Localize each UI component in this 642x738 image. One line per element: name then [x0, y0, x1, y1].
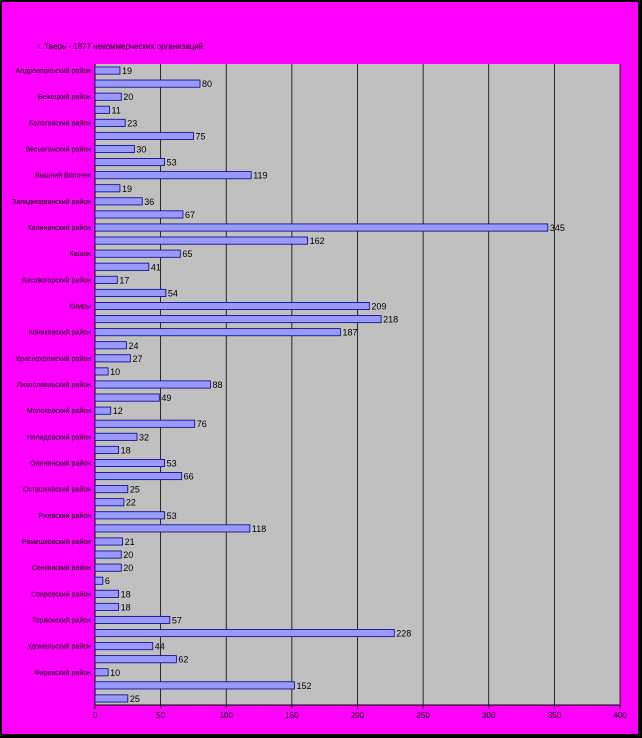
bar [95, 119, 125, 126]
category-label: Калининский район [27, 225, 91, 233]
data-label: 54 [167, 288, 178, 299]
data-label: 66 [183, 471, 194, 482]
bar [95, 211, 183, 218]
data-label: 187 [342, 327, 358, 338]
x-tick-label: 150 [285, 711, 299, 720]
bar [95, 315, 381, 322]
data-label: 162 [309, 236, 325, 247]
category-label: Кашин [69, 251, 91, 259]
category-label: Торжокский район [31, 617, 91, 625]
bar [95, 446, 119, 453]
data-label: 21 [124, 536, 135, 547]
data-label: 218 [383, 314, 399, 325]
bar [95, 695, 128, 702]
data-label: 10 [110, 366, 121, 377]
category-label: Оленинский район [30, 460, 91, 468]
category-label: Удомельский район [27, 643, 91, 651]
category-label: Вышний Волочек [35, 172, 91, 180]
x-tick-label: 350 [547, 711, 562, 720]
data-label: 10 [110, 667, 121, 678]
x-tick-label: 200 [350, 711, 365, 720]
category-label: Фировский район [34, 669, 91, 677]
bar [95, 643, 153, 650]
data-label: 76 [196, 419, 207, 430]
data-label: 75 [195, 131, 206, 142]
x-tick-label: 100 [219, 711, 233, 720]
category-label: Андреапольский район [15, 68, 91, 76]
data-label: 23 [127, 118, 138, 129]
category-label: Ржевский район [38, 512, 91, 520]
category-label: Бологовский район [28, 120, 91, 128]
bar [95, 381, 211, 388]
category-label: Бежецкий район [37, 94, 91, 102]
bar [95, 538, 123, 545]
bar [95, 329, 340, 336]
bar [95, 67, 120, 74]
data-label: 36 [144, 196, 155, 207]
data-label: 345 [549, 223, 565, 234]
data-label: 118 [251, 523, 267, 534]
x-tick-label: 300 [482, 711, 496, 720]
bar [95, 486, 128, 493]
bar [95, 224, 548, 231]
data-label: 19 [121, 66, 132, 77]
bar [95, 276, 117, 283]
bar [95, 106, 109, 113]
category-label: Западнодвинский район [12, 198, 91, 206]
data-label: 18 [120, 445, 131, 456]
data-label: 53 [166, 510, 177, 521]
category-label: Весьегонский район [25, 146, 91, 154]
x-tick-label: 400 [613, 711, 627, 720]
bar [95, 263, 149, 270]
category-label: Молоковский район [26, 408, 91, 416]
bar [95, 368, 108, 375]
bar [95, 682, 295, 689]
category-label: Конаковский район [28, 329, 91, 337]
category-label: Спировский район [31, 591, 91, 599]
bar [95, 289, 166, 296]
x-tick-labels [93, 711, 627, 720]
data-label: 12 [112, 406, 123, 417]
data-label: 27 [132, 353, 143, 364]
data-label: 49 [161, 393, 172, 404]
data-label: 53 [166, 157, 177, 168]
data-label: 17 [119, 275, 130, 286]
category-label: Лихославльский район [16, 382, 91, 389]
data-label: 228 [396, 628, 412, 639]
bar [95, 132, 193, 139]
data-label: 25 [129, 484, 140, 495]
data-label: 20 [123, 563, 134, 574]
data-label: 24 [128, 340, 139, 351]
bar [95, 237, 308, 244]
category-label: Краснохолмский район [16, 355, 91, 363]
x-tick-label: 50 [156, 711, 166, 720]
bar [95, 656, 176, 663]
data-label: 67 [184, 209, 195, 220]
bar [95, 525, 250, 532]
data-label: 30 [136, 144, 147, 155]
x-tick-label: 0 [92, 711, 98, 720]
data-label: 44 [154, 641, 165, 652]
bar [95, 433, 137, 440]
bar [95, 472, 182, 479]
data-label: 65 [182, 249, 193, 260]
data-label: 119 [253, 170, 268, 181]
data-label: 41 [150, 262, 161, 273]
bar [95, 669, 108, 676]
data-label: 18 [120, 602, 131, 613]
category-labels [12, 67, 92, 677]
data-label: 6 [104, 576, 110, 587]
data-label: 11 [111, 105, 121, 116]
data-label: 22 [125, 497, 136, 508]
bar [95, 172, 251, 179]
bar [95, 394, 159, 401]
bar [95, 302, 369, 309]
bar [95, 355, 130, 362]
bar [95, 512, 165, 519]
bar [95, 564, 121, 571]
category-label: Рамешковский район [21, 538, 91, 546]
data-label: 25 [129, 693, 140, 704]
data-label: 62 [178, 654, 189, 665]
bar [95, 250, 180, 257]
bar [95, 459, 165, 466]
category-label: Осташковский район [22, 486, 91, 494]
data-label: 53 [166, 458, 177, 469]
data-label: 80 [202, 79, 213, 90]
data-label: 19 [121, 183, 132, 194]
data-label: 152 [296, 680, 312, 691]
bar [95, 145, 134, 152]
bar [95, 577, 103, 584]
bar [95, 616, 170, 623]
data-label: 20 [123, 550, 134, 561]
x-tick-label: 250 [416, 711, 430, 720]
bar [95, 603, 119, 610]
bar [95, 420, 195, 427]
data-label: 209 [371, 301, 387, 312]
data-label: 57 [171, 615, 182, 626]
bar [95, 159, 165, 166]
bar [95, 342, 127, 349]
bar [95, 590, 119, 597]
category-label: Нелидовский район [26, 434, 91, 442]
data-label: 18 [120, 589, 131, 600]
category-label: Кимры [69, 303, 91, 311]
data-label: 32 [139, 432, 150, 443]
category-label: Сонковский район [31, 565, 91, 573]
bar [95, 185, 120, 192]
bar [95, 551, 121, 558]
category-label: Кесовогорский район [22, 277, 91, 285]
data-label: 88 [212, 380, 223, 390]
bar [95, 499, 124, 506]
bar [95, 629, 394, 636]
bar [95, 198, 142, 205]
bar [95, 407, 111, 414]
data-label: 20 [123, 92, 134, 103]
bar [95, 93, 121, 100]
chart-title: г. Тверь - 1877 некоммерческих организаций [38, 42, 204, 51]
bar [95, 80, 200, 87]
